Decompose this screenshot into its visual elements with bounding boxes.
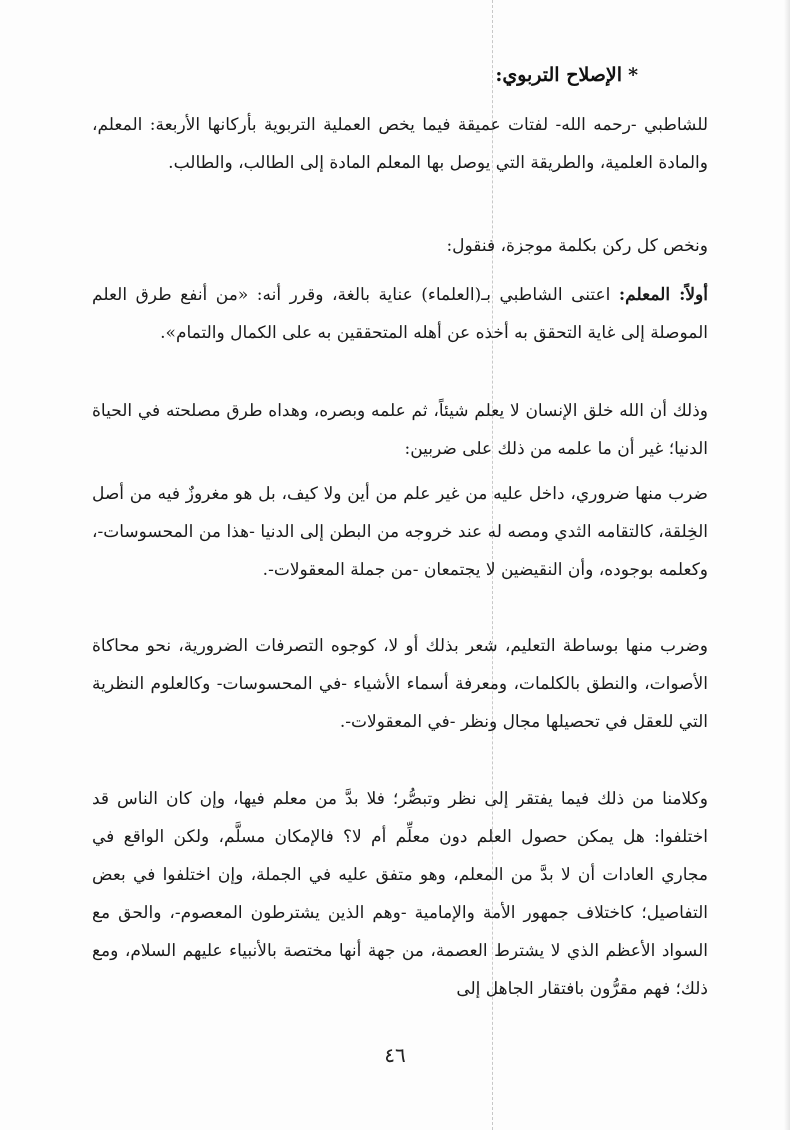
paragraph-intro xyxy=(92,106,708,182)
section-heading xyxy=(495,64,638,86)
paragraph-creation xyxy=(92,392,708,468)
paragraph-need-for-teacher xyxy=(92,780,708,1008)
paragraph-text: ونخص كل ركن بكلمة موجزة، فنقول: xyxy=(446,236,708,256)
paragraph-teacher xyxy=(92,276,708,352)
paragraph-text: وذلك أن الله خلق الإنسان لا يعلم شيئاً، ثم علمه وبصره، وهداه طرق مصلحته في الحياة الدنيا؛ غير أن ما علمه من ذلك على ضربين: xyxy=(92,401,708,459)
paragraph-taught-knowledge xyxy=(92,627,708,741)
heading-title: الإصلاح التربوي: xyxy=(495,64,623,86)
paragraph-text: ضرب منها ضروري، داخل عليه من غير علم من أين ولا كيف، بل هو مغروزٌ فيه من أصل الخِلقة، كالتقامه الثدي ومصه له عند خروجه من البطن إلى الدنيا -هذا من المحسوسات-، وكعلمه بوجوده، وأن النقيضين لا يجتمعان -من جملة المعقولات-. xyxy=(92,484,708,580)
paragraph-text xyxy=(92,276,708,352)
paragraph-body: اعتنى الشاطبي بـ(العلماء) عناية بالغة، وقرر أنه: «من أنفع طرق العلم الموصلة إلى غاية التحقق به أخذه عن أهله المتحققين به على الكمال والتمام». xyxy=(92,285,708,343)
paragraph-text: وضرب منها بوساطة التعليم، شعر بذلك أو لا، كوجوه التصرفات الضرورية، نحو محاكاة الأصوات، والنطق بالكلمات، ومعرفة أسماء الأشياء -في المحسوسات- وكالعلوم النظرية التي للعقل في تحصيلها مجال ونظر -في المعقولات-. xyxy=(92,636,708,732)
paragraph-text: وكلامنا من ذلك فيما يفتقر إلى نظر وتبصُّر؛ فلا بدَّ من معلم فيها، وإن كان الناس قد اختلفوا: هل يمكن حصول العلم دون معلِّم أم لا؟ فالإمكان مسلَّم، ولكن الواقع في مجاري العادات أن لا بدَّ من المعلم، وهو متفق عليه في الجملة، وإن اختلفوا في بعض التفاصيل؛ كاختلاف جمهور الأمة والإمامية -وهم الذين يشترطون المعصوم-، والحق مع السواد الأعظم الذي لا يشترط العصمة، من جهة أنها مختصة بالأنبياء عليهم السلام، ومع ذلك؛ فهم مقرُّون بافتقار الجاهل إلى xyxy=(92,789,708,999)
heading-marker: * xyxy=(628,64,638,86)
paragraph-lead: أولاً: المعلم: xyxy=(618,285,708,305)
paragraph-text: للشاطبي -رحمه الله- لفتات عميقة فيما يخص العملية التربوية بأركانها الأربعة: المعلم، والمادة العلمية، والطريقة التي يوصل بها المعلم المادة إلى الطالب، والطالب. xyxy=(92,115,708,173)
paragraph-transition xyxy=(92,227,708,265)
paragraph-necessary-knowledge xyxy=(92,475,708,589)
scan-edge-shadow xyxy=(784,0,790,1130)
page-number: ٤٦ xyxy=(384,1043,406,1067)
